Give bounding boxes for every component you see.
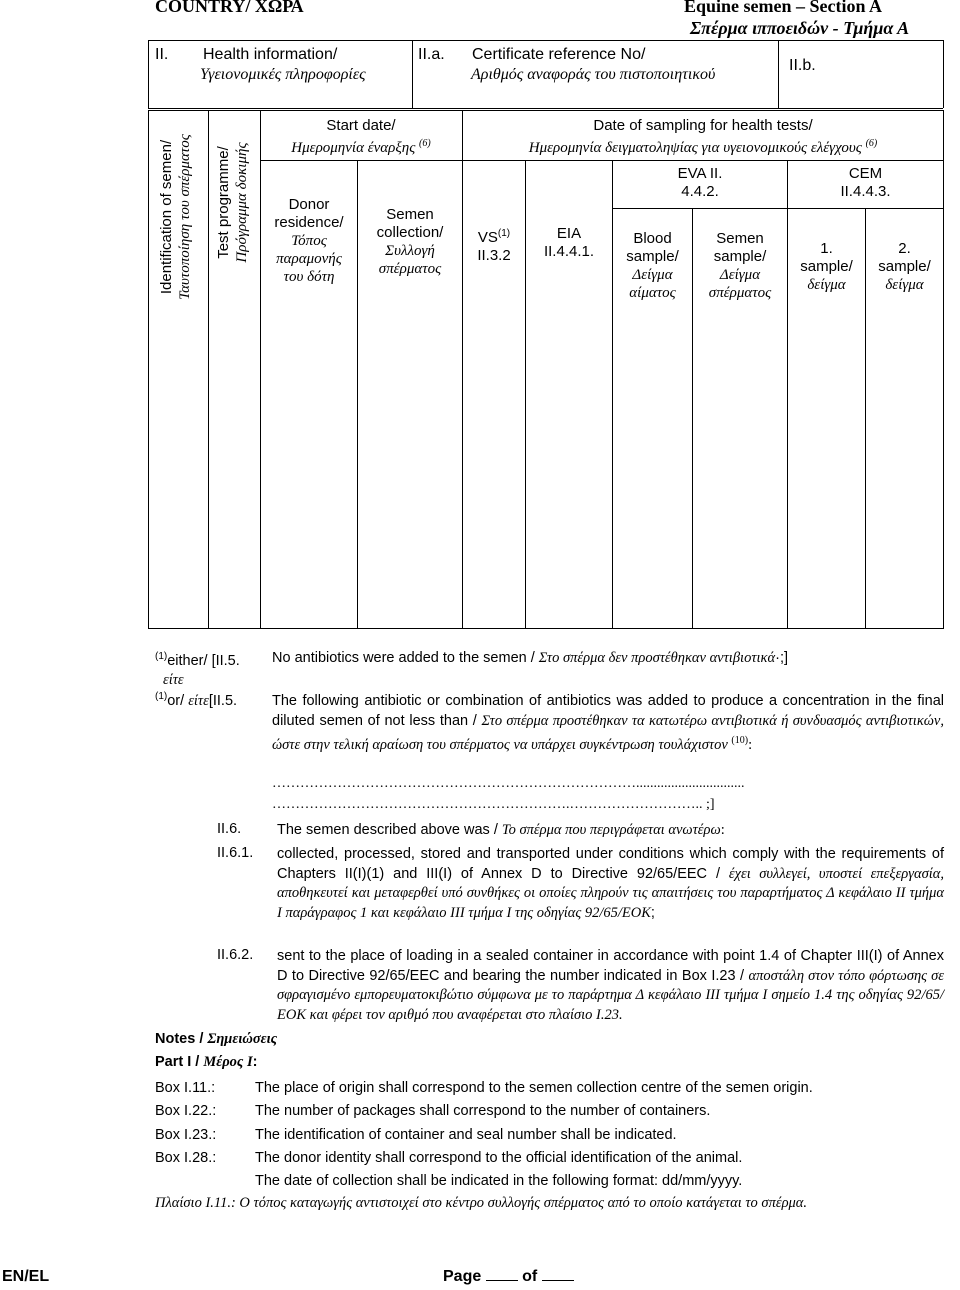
antibiotics-added-statement: The following antibiotic or combination of antibiotics was added to produce a concentration in the final diluted semen of not less than / Στο σπέρμα προστέθηκαν τα κατωτέρω αντιβιοτικά ή συνδυασμός αντιβιοτικών, ώστε στην τελική αραίωση του σπέρματος να υπάρχει συγκέντρωση τουλάχιστον $^{(10)}$: [272, 693, 944, 753]
blood-sample-header: Blood sample/ Δείγμα αίματος [626, 230, 679, 301]
page-total-field[interactable] [542, 1268, 574, 1281]
note-item: Box I.28.: The donor identity shall correspond to the official identification of the animal. [155, 1149, 743, 1166]
section-2-6-text: The semen described above was / Το σπέρμα που περιγράφεται ανωτέρω: [277, 822, 725, 838]
section-2-6-1-text: collected, processed, stored and transported under conditions which comply with the requirements of Chapters II(I)(1) and III(I) of Annex D to Directive 92/65/EEC / έχει συλλεγεί, υποστεί επεξεργασία, αποθηκευτεί και μεταφερθεί υπό συνθήκες οι οποίες πληρούν τις απαιτήσεις του παραρτήματος Δ κεφάλαιο ΙΙ τμήμα Ι παράγραφος 1 και κεφάλαιο ΙΙΙ τμήμα Ι της οδηγίας 92/65/ΕΟΚ; [277, 846, 944, 921]
col-identification-header: Identification of semen/ Ταυτοποίηση του σπέρματος [158, 134, 193, 300]
either-option-label: $^{(1)}$either/ [II.5. είτε [155, 651, 240, 688]
or-option-label: $^{(1)}$or/ είτε[II.5. [155, 691, 238, 709]
cert-ref-label-greek: Αριθμός αναφοράς του πιστοποιητικού [471, 66, 716, 83]
col-test-programme-header: Test programme/ Πρόγραμμα δοκιμής [215, 142, 250, 263]
greek-note-box-1-11: Πλαίσιο Ι.11.: Ο τόπος καταγωγής αντιστοιχεί στο κέντρο συλλογής σπέρματος από το οποίο κατάγεται το σπέρμα. [155, 1195, 808, 1211]
cem-sample-1-header: 1. sample/ δείγμα [800, 240, 853, 293]
vs-header: VS$^{(1)}$ II.3.2 [477, 228, 511, 264]
certificate-title-greek: Σπέρμα ιπποειδών - Τμήμα Α [690, 18, 910, 38]
donor-residence-header: Donor residence/ Τόπος παραμονής του δότη [274, 196, 344, 285]
page-numbering: Page of [443, 1268, 574, 1286]
sampling-date-header: Date of sampling for health tests/ Ημερομηνία δειγματοληψίας για υγειονομικούς ελέγχους $^{(6)}$ [528, 117, 878, 156]
part-1-title: Part I / Μέρος Ι: [155, 1054, 258, 1070]
eia-header: EIA II.4.4.1. [543, 225, 595, 260]
start-date-header: Start date/ Ημερομηνία έναρξης $^{(6)}$ [291, 117, 431, 156]
section-2-6-2-text: sent to the place of loading in a sealed container in accordance with point 1.4 of Chapter III(I) of Annex D to Directive 92/65/EEC and bearing the number indicated in Box I.23 / αποστάλη στον τόπο φόρτωσης σε σφραγισμένο εμπορευματοκιβώτιο σύμφωνα με το παράρτημα Δ κεφάλαιο ΙΙΙ τμήμα Ι σημείο 1.4 της οδηγίας 92/65/ΕΟΚ και φέρει τον αριθμό που αναφέρεται στο πλαίσιο Ι.23. [277, 948, 944, 1023]
section-2b-label: II.b. [789, 57, 816, 74]
notes-list [155, 1077, 813, 1193]
language-code: EN/EL [2, 1268, 50, 1285]
note-date-format: The date of collection shall be indicated in the following format: dd/mm/yyyy. [255, 1173, 743, 1190]
eva-header: EVA II. 4.4.2. [677, 165, 723, 200]
antibiotics-dotted-line-1: ……………………………………………………………………............................... [272, 776, 745, 791]
cem-header: CEM II.4.4.3. [840, 165, 891, 200]
section-2-label: II. [155, 46, 169, 63]
country-label: COUNTRY/ ΧΩΡΑ [155, 0, 304, 16]
semen-sample-header: Semen sample/ Δείγμα σπέρματος [708, 230, 772, 301]
antibiotics-dotted-line-2: ……………………………………………………….……………………….. ;] [272, 797, 715, 812]
note-item: Box I.23.: The identification of container and seal number shall be indicated. [155, 1126, 677, 1143]
certificate-title: Equine semen – Section A [684, 0, 883, 16]
note-item: Box I.11.: The place of origin shall correspond to the semen collection centre of the semen origin. [155, 1080, 813, 1096]
no-antibiotics-statement: No antibiotics were added to the semen / Στο σπέρμα δεν προστέθηκαν αντιβιοτικά·;] [272, 650, 789, 666]
page-number-field[interactable] [486, 1268, 518, 1281]
cem-sample-2-header: 2. sample/ δείγμα [878, 240, 931, 293]
semen-collection-header: Semen collection/ Συλλογή σπέρματος [376, 206, 444, 277]
notes-title: Notes / Σημειώσεις [155, 1031, 278, 1047]
section-2-6-1-number: II.6.1. [217, 845, 254, 861]
note-item: Box I.22.: The number of packages shall correspond to the number of containers. [155, 1103, 711, 1120]
section-2-6-2-number: II.6.2. [217, 947, 254, 963]
health-info-label-greek: Υγειονομικές πληροφορίες [200, 66, 366, 83]
section-2-6-number: II.6. [217, 821, 242, 837]
section-2a-label: II.a. [418, 46, 445, 63]
health-info-label: Health information/ [203, 46, 338, 63]
cert-ref-label: Certificate reference No/ [472, 46, 646, 63]
